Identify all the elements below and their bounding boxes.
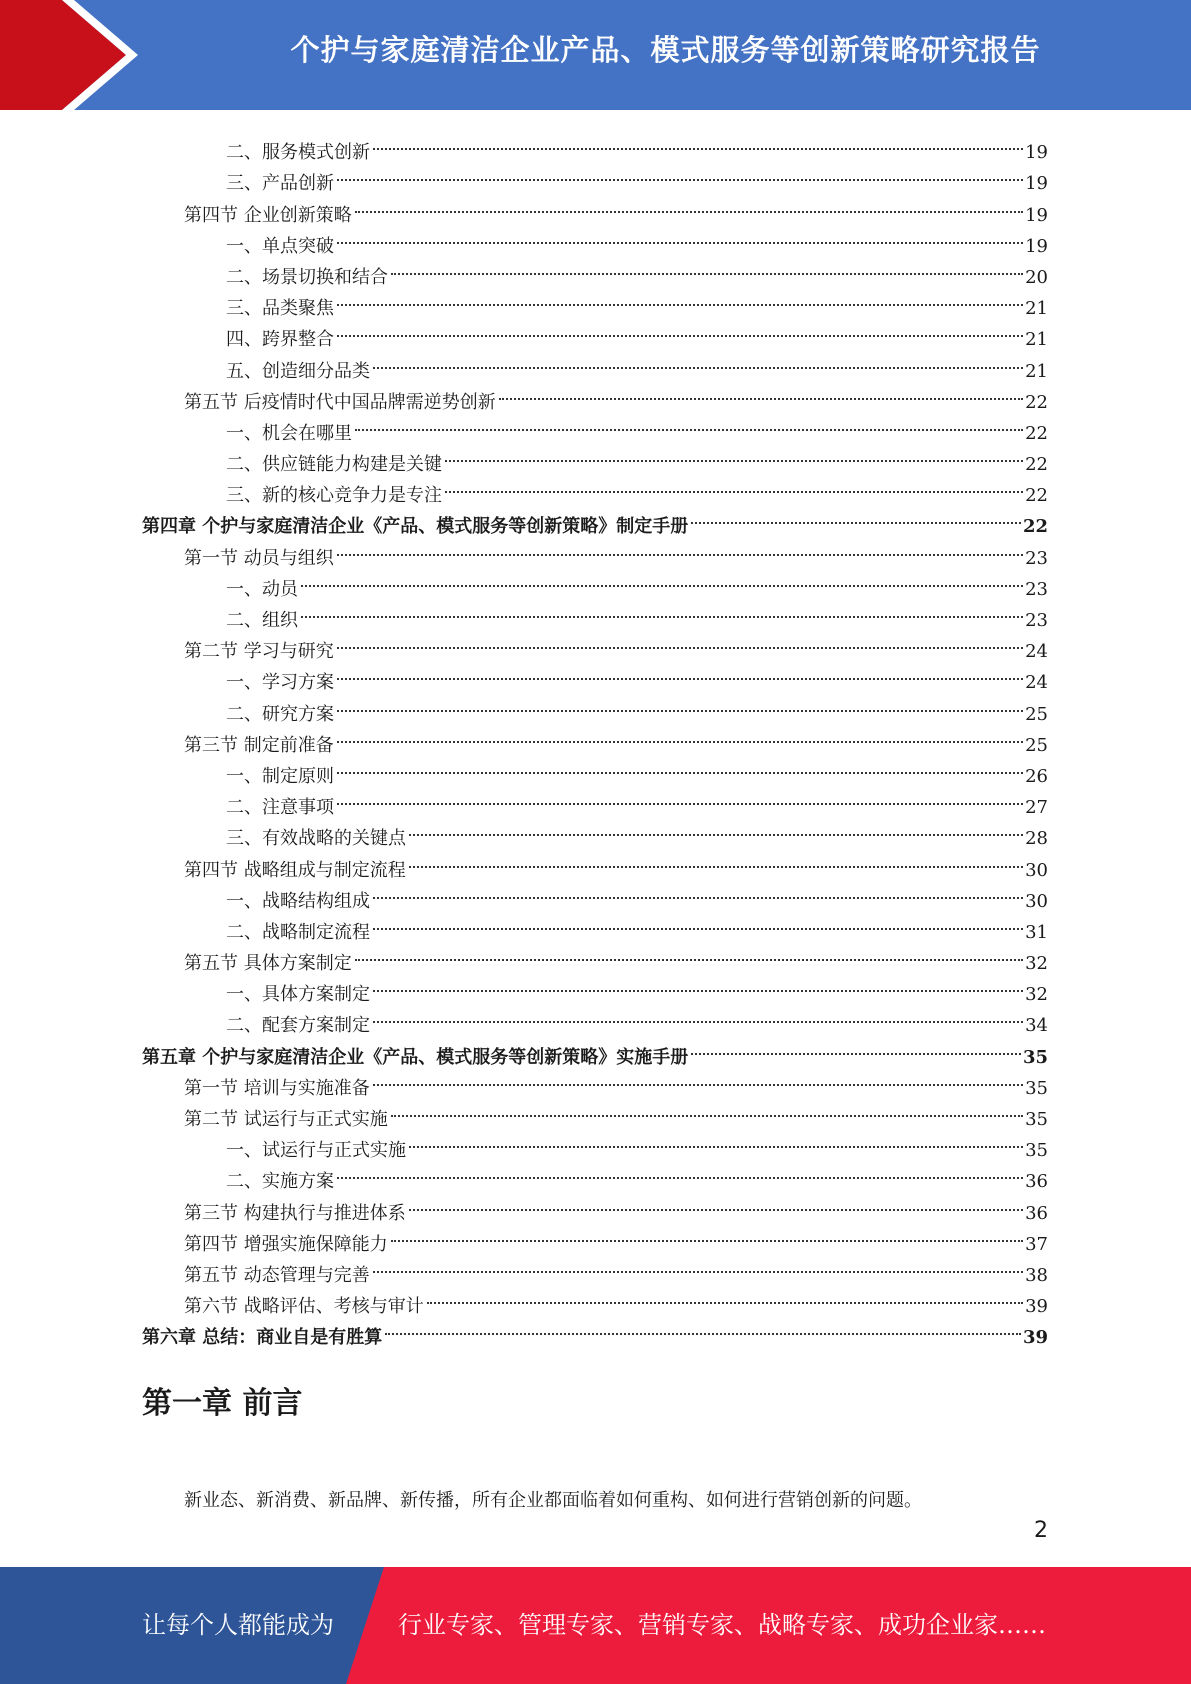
footer-slogan-left: 让每个人都能成为	[142, 1611, 334, 1639]
toc-entry-page: 25	[1025, 703, 1048, 725]
toc-entry-page: 35	[1022, 1046, 1048, 1068]
toc-dot-leader	[391, 1094, 1023, 1125]
toc-entry-title: 一、机会在哪里	[226, 422, 352, 444]
toc-dot-leader	[355, 938, 1023, 969]
toc-entry-title: 一、战略结构组成	[226, 890, 370, 912]
toc-dot-leader	[427, 1281, 1023, 1312]
page-number: 2	[1034, 1518, 1048, 1543]
toc-dot-leader	[445, 439, 1023, 470]
toc-dot-leader	[337, 283, 1023, 314]
toc-dot-leader	[409, 1187, 1023, 1218]
toc-dot-leader	[337, 720, 1023, 751]
toc-entry-title: 一、动员	[226, 578, 298, 600]
toc-entry-page: 32	[1025, 953, 1048, 975]
toc-entry-title: 第四节 增强实施保障能力	[184, 1233, 388, 1255]
header-chevron	[0, 0, 160, 110]
toc-entry-title: 二、服务模式创新	[226, 142, 370, 164]
toc-dot-leader	[337, 657, 1023, 688]
toc-entry-title: 第四节 企业创新策略	[184, 204, 352, 226]
toc-entry-page: 22	[1022, 516, 1048, 538]
toc-entry-page: 27	[1025, 797, 1048, 819]
toc-entry-title: 二、场景切换和结合	[226, 266, 388, 288]
toc-entry-title: 一、学习方案	[226, 672, 334, 694]
toc-dot-leader	[385, 1312, 1021, 1343]
toc-dot-leader	[445, 470, 1023, 501]
toc-dot-leader	[373, 1063, 1023, 1094]
toc-entry-page: 28	[1025, 828, 1048, 850]
toc-entry-page: 26	[1025, 765, 1048, 787]
toc-entry-title: 四、跨界整合	[226, 329, 334, 351]
toc-entry-title: 第四节 战略组成与制定流程	[184, 859, 406, 881]
toc-entry-title: 第六节 战略评估、考核与审计	[184, 1296, 424, 1318]
toc-entry-title: 二、组织	[226, 610, 298, 631]
toc-entry-title: 三、有效战略的关键点	[226, 828, 406, 850]
toc-dot-leader	[337, 532, 1023, 563]
toc-dot-leader	[337, 221, 1023, 252]
toc-entry-title: 第五节 具体方案制定	[184, 953, 352, 975]
toc-entry-page: 19	[1025, 142, 1048, 164]
toc-entry-title: 第二节 试运行与正式实施	[184, 1109, 388, 1130]
page-header	[0, 0, 1191, 110]
toc-dot-leader	[337, 782, 1023, 813]
toc-dot-leader	[409, 844, 1023, 875]
toc-entry-page: 35	[1025, 1077, 1048, 1099]
toc-entry-title: 一、制定原则	[226, 765, 334, 787]
toc-entry-page: 39	[1022, 1327, 1048, 1349]
toc-entry-page: 19	[1025, 173, 1048, 195]
toc-entry-title: 第六章 总结：商业自是有胜算	[142, 1327, 383, 1349]
toc-entry-page: 20	[1025, 266, 1048, 288]
toc-entry-title: 第二节 学习与研究	[184, 641, 334, 663]
toc-dot-leader	[391, 1219, 1023, 1250]
toc-entry-title: 二、注意事项	[226, 797, 334, 819]
toc-entry-title: 第四章 个护与家庭清洁企业《产品、模式服务等创新策略》制定手册	[142, 516, 689, 538]
toc-entry-page: 36	[1025, 1171, 1048, 1193]
toc-dot-leader	[409, 1125, 1023, 1156]
page-footer	[0, 1567, 1191, 1684]
toc-dot-leader	[373, 1000, 1023, 1031]
toc-dot-leader	[337, 626, 1023, 657]
toc-entry-title: 第五节 后疫情时代中国品牌需逆势创新	[184, 391, 496, 413]
footer-slogan-right: 行业专家、管理专家、营销专家、战略专家、成功企业家……	[398, 1611, 1046, 1639]
toc-entry-title: 五、创造细分品类	[226, 360, 370, 382]
toc-entry-title: 一、试运行与正式实施	[226, 1140, 406, 1162]
toc-dot-leader	[337, 1156, 1023, 1187]
toc-entry-title: 二、研究方案	[226, 703, 334, 725]
toc-entry-page: 35	[1025, 1140, 1048, 1162]
toc-entry-title: 一、单点突破	[226, 235, 334, 257]
toc-entry-page: 19	[1025, 235, 1048, 257]
toc-entry-title: 第一节 培训与实施准备	[184, 1077, 370, 1099]
table-of-contents	[142, 127, 1048, 1349]
toc-dot-leader	[691, 501, 1021, 532]
toc-entry-title: 第五节 动态管理与完善	[184, 1264, 370, 1286]
toc-entry-page: 37	[1025, 1233, 1048, 1255]
toc-entry-title: 第三节 制定前准备	[184, 734, 334, 756]
toc-entry-page: 30	[1025, 859, 1048, 881]
toc-dot-leader	[337, 688, 1023, 719]
toc-entry-page: 34	[1025, 1015, 1048, 1037]
header-title: 个护与家庭清洁企业产品、模式服务等创新策略研究报告	[290, 33, 1041, 67]
toc-entry[interactable]	[142, 127, 1048, 164]
toc-entry-page: 21	[1025, 298, 1048, 320]
toc-entry-title: 二、配套方案制定	[226, 1015, 370, 1037]
toc-entry-title: 二、战略制定流程	[226, 921, 370, 943]
toc-entry-title: 三、新的核心竞争力是专注	[226, 485, 442, 507]
toc-dot-leader	[301, 595, 1023, 626]
toc-entry-page: 21	[1025, 360, 1048, 382]
toc-dot-leader	[355, 189, 1023, 220]
toc-entry-page: 24	[1025, 641, 1048, 663]
toc-dot-leader	[373, 907, 1023, 938]
toc-dot-leader	[691, 1031, 1021, 1062]
toc-entry-title: 第五章 个护与家庭清洁企业《产品、模式服务等创新策略》实施手册	[142, 1046, 689, 1068]
toc-dot-leader	[373, 127, 1023, 158]
toc-entry-title: 二、供应链能力构建是关键	[226, 454, 442, 476]
toc-dot-leader	[337, 314, 1023, 345]
toc-entry-title: 一、具体方案制定	[226, 984, 370, 1006]
toc-entry-page: 22	[1025, 485, 1048, 507]
toc-dot-leader	[337, 751, 1023, 782]
toc-entry-title: 三、产品创新	[226, 173, 334, 195]
toc-entry-page: 23	[1025, 610, 1048, 631]
toc-dot-leader	[355, 408, 1023, 439]
toc-dot-leader	[409, 813, 1023, 844]
toc-entry-page: 22	[1025, 454, 1048, 476]
body-paragraph: 新业态、新消费、新品牌、新传播，所有企业都面临着如何重构、如何进行营销创新的问题。	[184, 1490, 922, 1511]
toc-entry-page: 39	[1025, 1296, 1048, 1318]
chevron-red-shape	[0, 0, 126, 110]
toc-entry-page: 21	[1025, 329, 1048, 351]
toc-entry-title: 第一节 动员与组织	[184, 547, 334, 569]
toc-entry-page: 25	[1025, 734, 1048, 756]
toc-entry-page: 31	[1025, 921, 1048, 943]
toc-entry-page: 22	[1025, 422, 1048, 444]
toc-entry-title: 二、实施方案	[226, 1171, 334, 1193]
toc-entry-page: 36	[1025, 1202, 1048, 1224]
toc-dot-leader	[301, 564, 1023, 595]
toc-entry-title: 三、品类聚焦	[226, 298, 334, 320]
toc-entry-page: 38	[1025, 1264, 1048, 1286]
toc-dot-leader	[373, 1250, 1023, 1281]
toc-dot-leader	[373, 876, 1023, 907]
toc-entry-page: 24	[1025, 672, 1048, 694]
toc-entry-page: 35	[1025, 1109, 1048, 1130]
toc-dot-leader	[337, 158, 1023, 189]
toc-entry-page: 22	[1025, 391, 1048, 413]
toc-dot-leader	[373, 345, 1023, 376]
toc-entry-title: 第三节 构建执行与推进体系	[184, 1202, 406, 1224]
toc-entry-page: 23	[1025, 578, 1048, 600]
toc-entry-page: 30	[1025, 890, 1048, 912]
toc-dot-leader	[391, 252, 1023, 283]
toc-entry-page: 19	[1025, 204, 1048, 226]
toc-entry-page: 32	[1025, 984, 1048, 1006]
toc-entry-page: 23	[1025, 547, 1048, 569]
toc-dot-leader	[373, 969, 1023, 1000]
chapter-heading: 第一章 前言	[142, 1386, 303, 1421]
toc-dot-leader	[499, 377, 1023, 408]
